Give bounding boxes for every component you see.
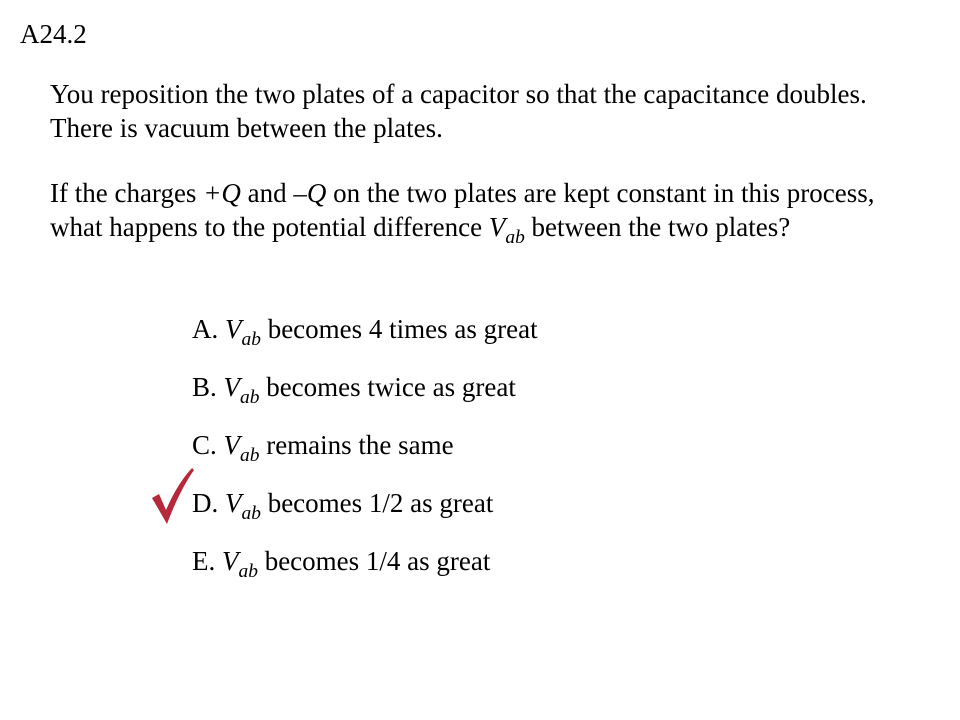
choice-sub: ab: [241, 328, 261, 350]
choice-sub: ab: [240, 386, 260, 408]
prompt-text-1: If the charges: [50, 178, 204, 208]
choice-text: becomes 1/2 as great: [260, 488, 494, 518]
potential-var: V: [488, 212, 506, 242]
choice-text: becomes 4 times as great: [260, 314, 538, 344]
choice-var: V: [225, 314, 242, 344]
question-id: A24.2: [20, 19, 87, 49]
choice-var: V: [225, 488, 242, 518]
question-intro: You reposition the two plates of a capacitor so that the capacitance doubles. There is vacuum between the plates.: [50, 79, 867, 143]
choice-b[interactable]: [192, 370, 538, 428]
choice-var: V: [223, 430, 241, 460]
choice-var: V: [223, 372, 241, 402]
choice-d[interactable]: [192, 486, 538, 544]
choice-a[interactable]: [192, 312, 538, 370]
prompt-text-3: on the two plates are kept constant in this process, what happens to the potential difference: [50, 178, 875, 242]
choice-sub: ab: [238, 560, 258, 582]
choice-text: becomes 1/4 as great: [257, 546, 491, 576]
checkmark-icon: [148, 466, 196, 528]
choice-text: remains the same: [259, 430, 454, 460]
choice-var: V: [222, 546, 239, 576]
choice-letter: A.: [192, 314, 219, 344]
prompt-text-4: between the two plates?: [524, 212, 791, 242]
choice-e[interactable]: [192, 544, 538, 602]
choice-sub: ab: [240, 444, 260, 466]
choice-letter: D.: [192, 488, 219, 518]
prompt-text-2: and: [240, 178, 294, 208]
choice-text: becomes twice as great: [259, 372, 516, 402]
answer-choices: [192, 312, 538, 602]
choice-c[interactable]: [192, 428, 538, 486]
potential-sub: ab: [505, 226, 525, 248]
choice-letter: E.: [192, 546, 216, 576]
choice-sub: ab: [241, 502, 261, 524]
choice-letter: B.: [192, 372, 217, 402]
choice-letter: C.: [192, 430, 217, 460]
question-prompt: [50, 176, 910, 248]
charge-positive: +Q: [203, 178, 241, 208]
charge-negative: –Q: [293, 178, 327, 208]
